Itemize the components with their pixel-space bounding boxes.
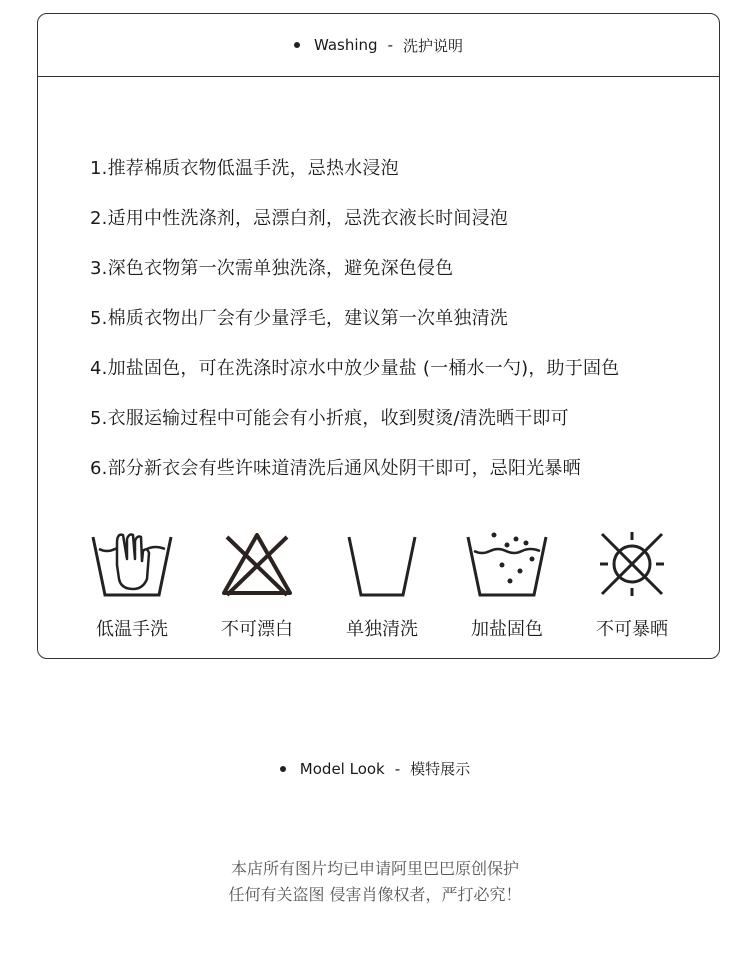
- care-symbols-row: [38, 529, 719, 649]
- card-header: [38, 14, 719, 77]
- no-sun-drying-icon: [592, 529, 672, 599]
- model-title-en: Model Look: [299, 759, 385, 778]
- model-title-zh: 模特展示: [410, 760, 471, 778]
- copyright-line: 本店所有图片均已申请阿里巴巴原创保护: [230, 859, 519, 878]
- instruction-item: 5.棉质衣物出厂会有少量浮毛，建议第一次单独清洗: [90, 308, 508, 329]
- symbol-label: 不可漂白: [221, 619, 293, 640]
- wash-separately-icon: [337, 529, 427, 599]
- instruction-item: 1.推荐棉质衣物低温手洗，忌热水浸泡: [90, 158, 399, 179]
- instruction-item: 4.加盐固色，可在洗涤时凉水中放少量盐 (一桶水一勺)，助于固色: [90, 358, 620, 379]
- care-instructions-list: [90, 144, 619, 494]
- header-separator: -: [387, 36, 393, 54]
- header-title-en: Washing: [313, 36, 378, 54]
- care-symbol: [202, 529, 312, 641]
- symbol-label: 加盐固色: [471, 619, 543, 640]
- care-symbol: [452, 529, 562, 641]
- model-title-separator: -: [394, 759, 401, 778]
- instruction-item: 5.衣服运输过程中可能会有小折痕，收到熨烫/清洗晒干即可: [90, 408, 569, 429]
- instruction-item: 2.适用中性洗涤剂，忌漂白剂，忌洗衣液长时间浸泡: [90, 208, 508, 229]
- symbol-label: 低温手洗: [96, 619, 168, 640]
- bullet-dot-icon: [294, 42, 300, 48]
- no-bleach-icon: [217, 529, 297, 599]
- care-symbol: [327, 529, 437, 641]
- model-look-title: [0, 758, 750, 779]
- salt-wash-icon: [462, 529, 552, 599]
- symbol-label: 单独清洗: [346, 619, 418, 640]
- instruction-item: 3.深色衣物第一次需单独洗涤，避免深色侵色: [90, 258, 454, 279]
- copyright-notice: [0, 856, 750, 908]
- copyright-line: 任何有关盗图 侵害肖像权者，严打必究！: [228, 885, 522, 904]
- instruction-item: 6.部分新衣会有些许味道清洗后通风处阴干即可，忌阳光暴晒: [90, 458, 581, 479]
- symbol-label: 不可暴晒: [596, 619, 668, 640]
- header-title-zh: 洗护说明: [403, 36, 464, 55]
- bullet-dot-icon: [280, 766, 286, 772]
- care-symbol: [577, 529, 687, 641]
- care-symbol: [77, 529, 187, 641]
- hand-wash-icon: [87, 529, 177, 599]
- washing-card: [37, 13, 720, 659]
